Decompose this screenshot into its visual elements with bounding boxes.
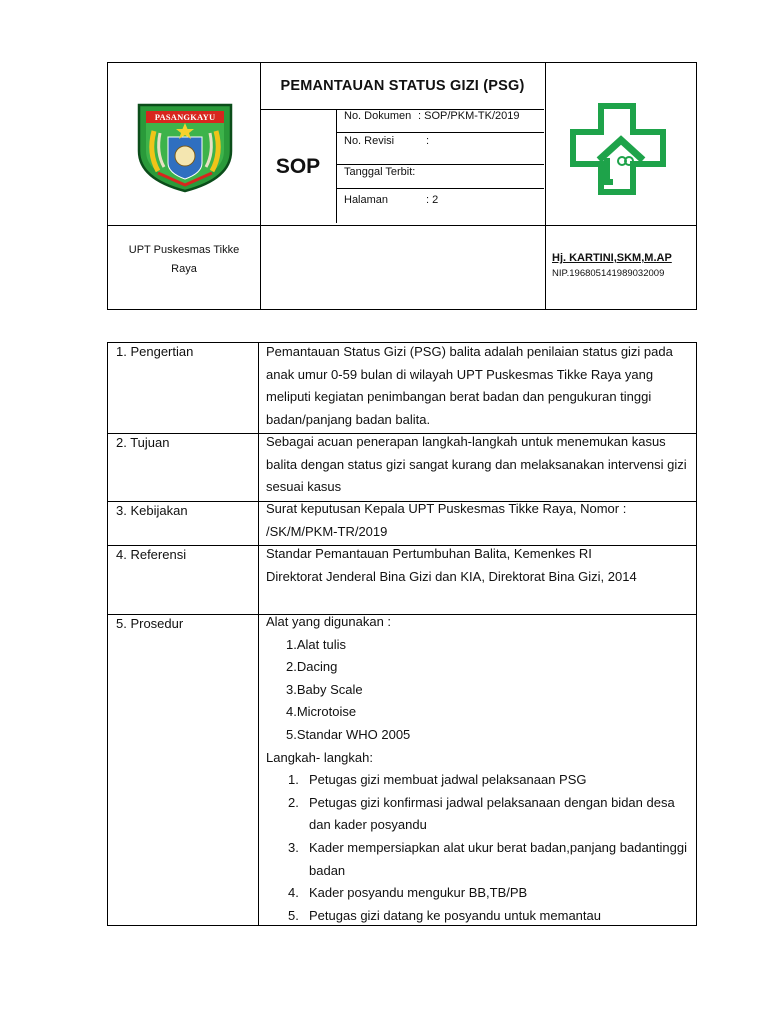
step-number: 5.: [288, 907, 299, 923]
revision-value: :: [426, 135, 430, 147]
step-item: [266, 837, 692, 882]
step-text: Kader mempersiapkan alat ukur berat badan,panjang badantinggi badan: [309, 839, 687, 878]
unit-name-line: UPT Puskesmas Tikke: [128, 244, 240, 256]
revision-field: [344, 135, 430, 147]
unit-name: [108, 241, 260, 279]
section-label-tujuan: 2. Tujuan: [116, 435, 170, 450]
section-label-prosedur: 5. Prosedur: [116, 616, 184, 631]
step-item: [266, 792, 692, 837]
signatory-nip: NIP.196805141989032009: [552, 268, 665, 279]
tool-item: 5.Standar WHO 2005: [286, 726, 411, 742]
header-divider: [336, 109, 337, 223]
section-text-pengertian: Pemantauan Status Gizi (PSG) balita adalah penilaian status gizi pada anak umur 0-59 bulan di wilayah UPT Puskesmas Tikke Raya yang meliputi kegiatan penimbangan berat badan dan pengukuran tinggi badan/panjang badan balita.: [266, 344, 673, 427]
revision-label: No. Revisi: [344, 135, 395, 147]
step-text: Petugas gizi membuat jadwal pelaksanaan PSG: [309, 772, 587, 788]
tools-heading: Alat yang digunakan :: [266, 614, 392, 629]
step-number: 4.: [288, 885, 299, 901]
page-label: Halaman: [344, 194, 389, 206]
unit-name-line: Raya: [171, 263, 197, 275]
step-number: 1.: [288, 772, 299, 788]
sop-label: SOP: [275, 155, 321, 178]
tool-item: 3.Baby Scale: [286, 681, 363, 697]
header-divider: [108, 225, 696, 226]
step-text: Petugas gizi datang ke posyandu untuk memantau: [309, 907, 601, 923]
step-item: [266, 905, 692, 928]
page-value: : 2: [426, 194, 439, 206]
section-text-referensi: [266, 543, 692, 588]
header-divider: [545, 63, 546, 309]
section-label-pengertian: 1. Pengertian: [116, 344, 194, 359]
section-label-kebijakan: 3. Kebijakan: [116, 503, 188, 518]
tool-item: 1.Alat tulis: [286, 636, 346, 652]
tool-item: 2.Dacing: [286, 659, 338, 675]
doc-number-value: : SOP/PKM-TK/2019: [418, 110, 520, 122]
reference-line: Direktorat Jenderal Bina Gizi dan KIA, Direktorat Bina Gizi, 2014: [266, 568, 637, 584]
section-text-tujuan: Sebagai acuan penerapan langkah-langkah untuk menemukan kasus balita dengan status gizi sangat kurang dan melaksanakan intervensi gizi sesuai kasus: [266, 434, 687, 495]
section-label-referensi: 4. Referensi: [116, 547, 187, 562]
crest-banner-text: PASANGKAYU: [154, 112, 216, 122]
document-header-table: [107, 62, 697, 310]
puskesmas-logo: [569, 102, 667, 201]
issue-date-field: [344, 166, 415, 178]
step-item: [266, 769, 692, 792]
header-divider: [336, 132, 544, 133]
signatory-name: Hj. KARTINI,SKM,M.AP: [552, 252, 672, 264]
step-number: 3.: [288, 839, 299, 855]
step-item: [266, 882, 692, 905]
page-field: [344, 194, 439, 206]
reference-line: Standar Pemantauan Pertumbuhan Balita, Kemenkes RI: [266, 546, 592, 561]
issue-date-label: Tanggal Terbit:: [344, 166, 416, 178]
procedure-table: [107, 342, 697, 926]
header-divider: [336, 188, 544, 189]
step-text: Petugas gizi konfirmasi jadwal pelaksanaan dengan bidan desa dan kader posyandu: [309, 794, 675, 833]
health-cross-icon: [569, 102, 667, 196]
steps-heading: Langkah- langkah:: [266, 749, 373, 765]
tool-item: 4.Microtoise: [286, 704, 357, 720]
doc-number-label: No. Dokumen: [344, 110, 412, 122]
step-number: 2.: [288, 794, 299, 810]
section-text-prosedur: [266, 611, 692, 927]
step-text: Kader posyandu mengukur BB,TB/PB: [309, 885, 528, 901]
section-text-kebijakan: Surat keputusan Kepala UPT Puskesmas Tikke Raya, Nomor : /SK/M/PKM-TR/2019: [266, 501, 627, 539]
document-title: PEMANTAUAN STATUS GIZI (PSG): [280, 77, 525, 94]
column-divider: [258, 343, 259, 925]
pasangkayu-crest-logo: [134, 101, 236, 198]
header-divider: [336, 164, 544, 165]
doc-number-field: [344, 110, 520, 122]
